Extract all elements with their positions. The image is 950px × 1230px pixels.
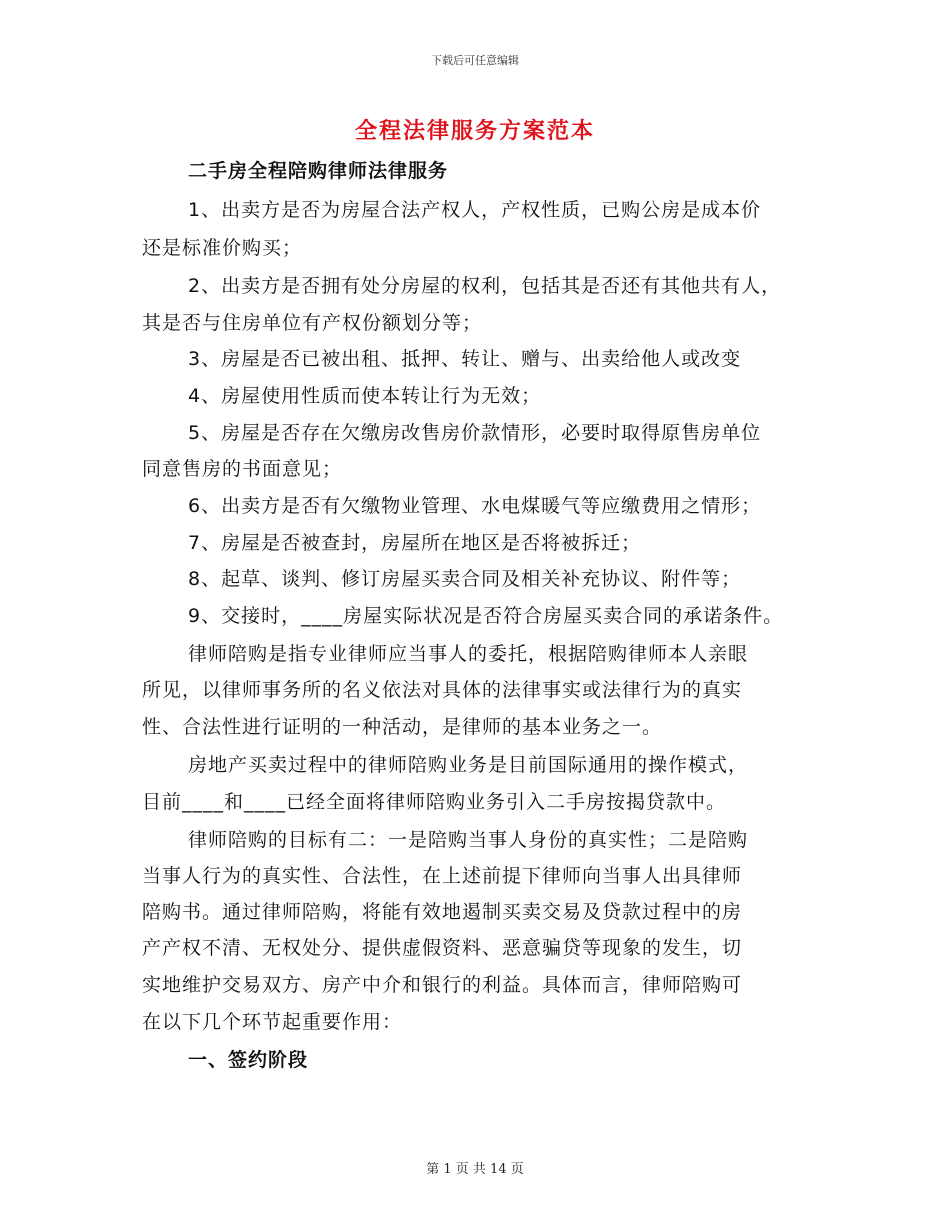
paragraph-line: 6、出卖方是否有欠缴物业管理、水电煤暖气等应缴费用之情形；: [188, 495, 762, 517]
page-footer: 第 1 页 共 14 页: [426, 1162, 524, 1177]
page-header-note: 下载后可任意编辑: [431, 54, 519, 67]
paragraph-line: 当事人行为的真实性、合法性，在上述前提下律师向当事人出具律师: [142, 865, 743, 887]
paragraph-line: 其是否与住房单位有产权份额划分等；: [142, 312, 483, 334]
paragraph-line: 律师陪购是指专业律师应当事人的委托，根据陪购律师本人亲眼: [188, 643, 749, 665]
paragraph-line: 目前____和____已经全面将律师陪购业务引入二手房按揭贷款中。: [142, 791, 727, 813]
paragraph-line: 房地产买卖过程中的律师陪购业务是目前国际通用的操作模式，: [188, 754, 749, 776]
document-title: 全程法律服务方案范本: [354, 119, 595, 144]
paragraph-line: 1、出卖方是否为房屋合法产权人，产权性质，已购公房是成本价: [188, 199, 762, 221]
paragraph-line: 4、房屋使用性质而使本转让行为无效；: [188, 385, 542, 407]
paragraph-line: 5、房屋是否存在欠缴房改售房价款情形，必要时取得原售房单位: [188, 422, 762, 444]
paragraph-line: 律师陪购的目标有二：一是陪购当事人身份的真实性；二是陪购: [188, 829, 749, 851]
paragraph-line: 2、出卖方是否拥有处分房屋的权利，包括其是否还有其他共有人，: [188, 275, 782, 297]
paragraph-line: 还是标准价购买；: [142, 237, 303, 259]
paragraph-line: 陪购书。通过律师陪购，将能有效地遏制买卖交易及贷款过程中的房: [142, 901, 743, 923]
paragraph-line: 9、交接时，____房屋实际状况是否符合房屋买卖合同的承诺条件。: [188, 605, 784, 627]
paragraph-line: 8、起草、谈判、修订房屋买卖合同及相关补充协议、附件等；: [188, 568, 742, 590]
paragraph-line: 产产权不清、无权处分、提供虚假资料、恶意骗贷等现象的发生，切: [142, 937, 743, 959]
paragraph-line: 3、房屋是否已被出租、抵押、转让、赠与、出卖给他人或改变: [188, 348, 742, 370]
section-heading: 一、签约阶段: [188, 1049, 309, 1071]
paragraph-line: 实地维护交易双方、房产中介和银行的利益。具体而言，律师陪购可: [142, 974, 743, 996]
paragraph-line: 性、合法性进行证明的一种活动，是律师的基本业务之一。: [142, 716, 663, 738]
document-subtitle: 二手房全程陪购律师法律服务: [188, 160, 449, 182]
paragraph-line: 所见，以律师事务所的名义依法对具体的法律事实或法律行为的真实: [142, 679, 743, 701]
paragraph-line: 7、房屋是否被查封，房屋所在地区是否将被拆迁；: [188, 532, 642, 554]
paragraph-line: 同意售房的书面意见；: [142, 458, 343, 480]
paragraph-line: 在以下几个环节起重要作用：: [142, 1011, 403, 1033]
